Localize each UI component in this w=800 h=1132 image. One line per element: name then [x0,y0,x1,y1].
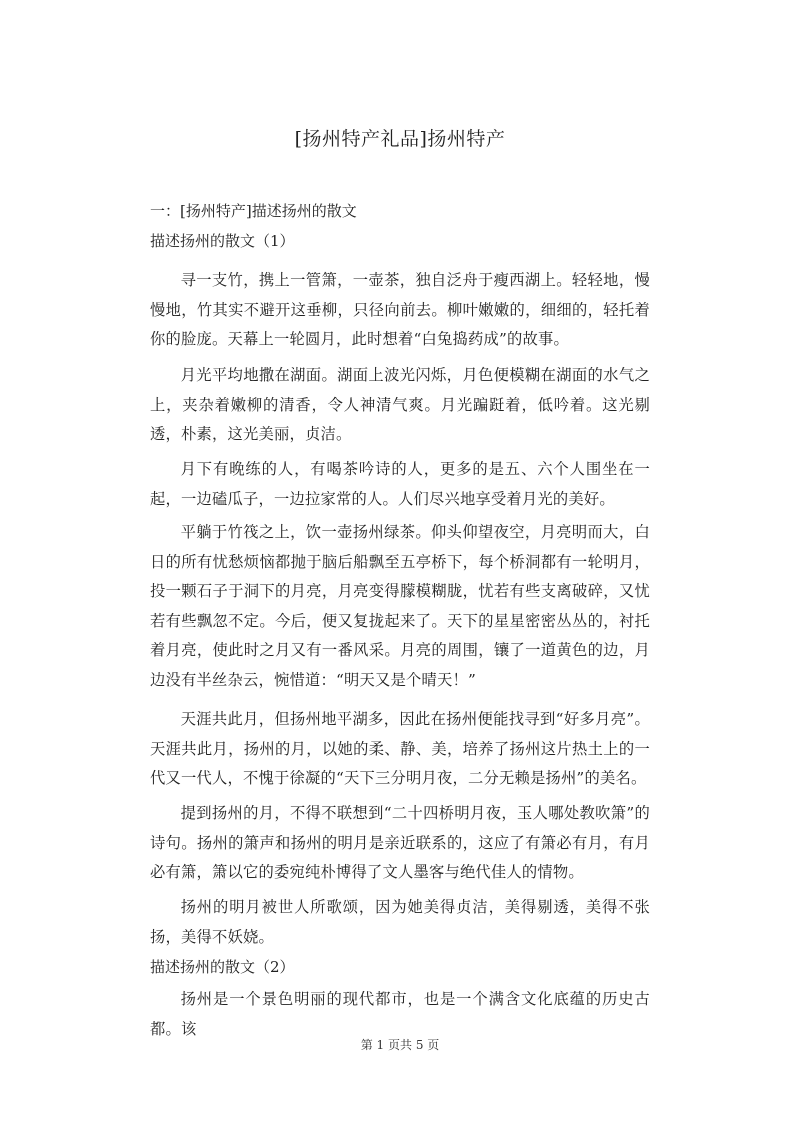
paragraph-7: 扬州的明月被世人所歌颂，因为她美得贞洁，美得剔透，美得不张扬，美得不妖娆。 [150,898,650,946]
document-title: [扬州特产礼品]扬州特产 [294,128,506,150]
section-heading: 一：[扬州特产]描述扬州的散文 [150,202,357,220]
paragraph-4: 平躺于竹筏之上，饮一壶扬州绿茶。仰头仰望夜空，月亮明而大，白日的所有忧愁烦恼都抛于脑后船飘至五亭桥下，每个桥洞都有一轮明月，投一颗石子于洞下的月亮，月亮变得朦模糊胧，忧若有些支离破碎，又忧若有些飘忽不定。今后，便又复拢起来了。天下的星星密密丛丛的，衬托着月亮，使此时之月又有一番风采。月亮的周围，镶了一道黄色的边，月边没有半丝杂云，惋惜道：“明天又是个晴天！” [150,523,650,689]
paragraph-2: 月光平均地撒在湖面。湖面上波光闪烁，月色便模糊在湖面的水气之上，夹杂着嫩柳的清香，令人神清气爽。月光蹁跹着，低吟着。这光剔透，朴素，这光美丽，贞洁。 [150,366,650,443]
paragraph-5: 天涯共此月，但扬州地平湖多，因此在扬州便能找寻到“好多月亮”。天涯共此月，扬州的月，以她的柔、静、美，培养了扬州这片热土上的一代又一代人，不愧于徐凝的“天下三分明月夜，二分无赖是扬州”的美名。 [150,710,650,787]
paragraph-1: 寻一支竹，携上一管箫，一壶茶，独自泛舟于瘦西湖上。轻轻地，慢慢地，竹其实不避开这垂柳，只径向前去。柳叶嫩嫩的，细细的，轻托着你的脸庞。天幕上一轮圆月，此时想着“白兔捣药成”的故事。 [150,271,650,348]
essay-2-heading: 描述扬州的散文（2） [150,958,295,976]
essay-2-first-line: 扬州是一个景色明丽的现代都市，也是一个满含文化底蕴的历史古都。该 [150,990,650,1038]
page-footer: 第 1 页共 5 页 [360,1038,440,1052]
paragraph-3: 月下有晚练的人，有喝茶吟诗的人，更多的是五、六个人围坐在一起，一边磕瓜子，一边拉家常的人。人们尽兴地享受着月光的美好。 [150,460,650,508]
paragraph-6: 提到扬州的月，不得不联想到“二十四桥明月夜，玉人哪处教吹箫”的诗句。扬州的箫声和扬州的明月是亲近联系的，这应了有箫必有月，有月必有箫，箫以它的委宛纯朴博得了文人墨客与绝代佳人的情物。 [150,804,650,881]
essay-1-heading: 描述扬州的散文（1） [150,232,295,250]
